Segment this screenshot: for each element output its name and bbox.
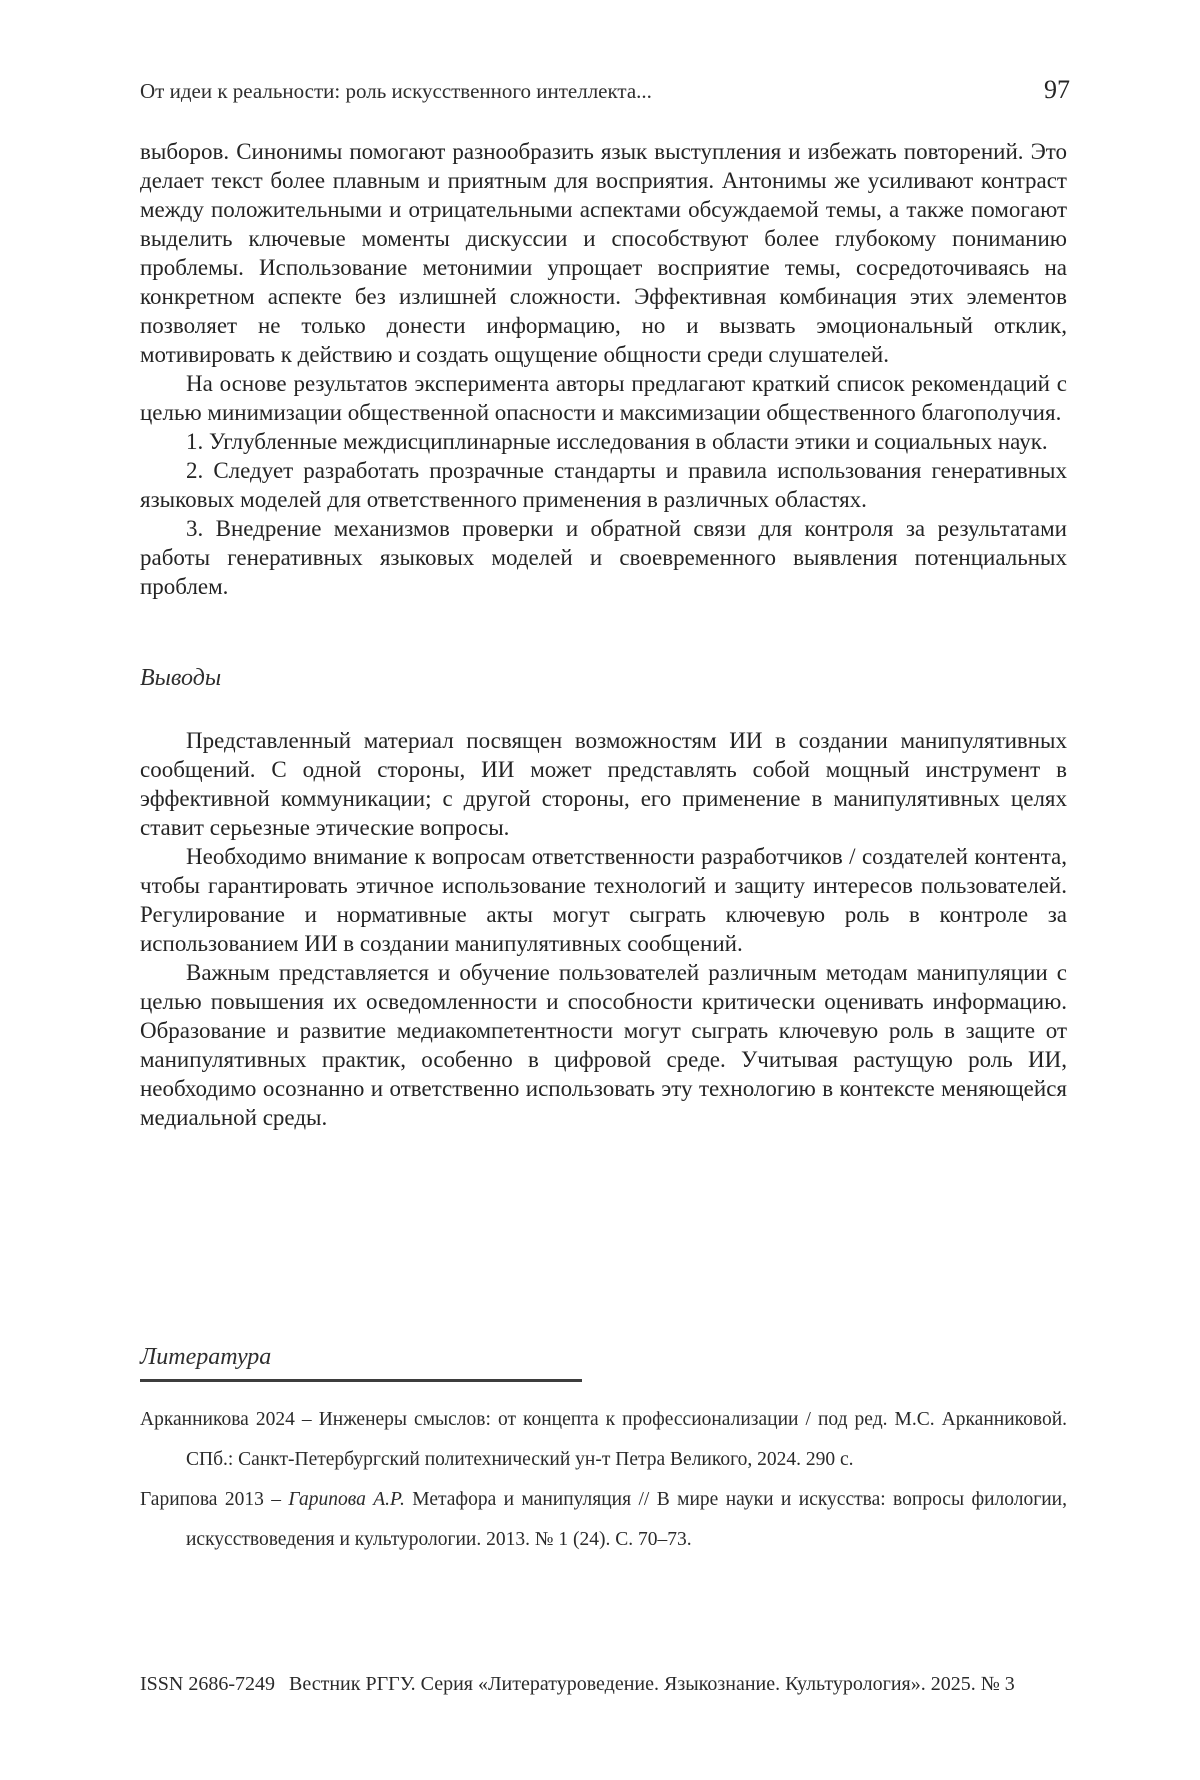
reference-item	[140, 1400, 1067, 1480]
article-body	[140, 137, 1067, 1560]
references-heading: Литература	[140, 1344, 272, 1370]
paragraph-continuation: выборов. Синонимы помогают разнообразить язык выступления и избежать повторений. Это делает текст более плавным и приятным для восприятия. Антонимы же усиливают контраст между положительными и отрицательными аспектами обсуждаемой темы, а также помогают выделить ключевые моменты дискуссии и способствуют более глубокому пониманию проблемы. Использование метонимии упрощает восприятие темы, сосредоточиваясь на конкретном аспекте без излишней сложности. Эффективная комбинация этих элементов позволяет не только донести информацию, но и вызвать эмоциональный отклик, мотивировать к действию и создать ощущение общности среди слушателей.	[140, 139, 1067, 367]
conclusions-paragraph: Представленный материал посвящен возможностям ИИ в создании манипулятивных сообщений. С одной стороны, ИИ может представлять собой мощный инструмент в эффективной коммуникации; с другой стороны, его применение в манипулятивных целях ставит серьезные этические вопросы.	[140, 728, 1067, 840]
paragraph: На основе результатов эксперимента авторы предлагают краткий список рекомендаций с целью минимизации общественной опасности и максимизации общественного благополучия.	[140, 371, 1067, 425]
page-number: 97	[1044, 75, 1070, 104]
reference-label: Гарипова 2013 –	[140, 1489, 289, 1510]
journal-footer	[140, 1672, 1080, 1696]
issn-number: ISSN 2686-7249	[140, 1673, 276, 1695]
recommendation-item-3: 3. Внедрение механизмов проверки и обратной связи для контроля за результатами работы генеративных языковых моделей и своевременного выявления потенциальных проблем.	[140, 516, 1067, 599]
references-rule	[140, 1379, 582, 1382]
reference-label: Арканникова 2024 –	[140, 1409, 319, 1430]
conclusions-heading: Выводы	[140, 665, 222, 691]
conclusions-paragraph: Важным представляется и обучение пользователей различным методам манипуляции с целью повышения их осведомленности и способности критически оценивать информацию. Образование и развитие медиакомпетентности могут сыграть ключевую роль в защите от манипулятивных практик, особенно в цифровой среде. Учитывая растущую роль ИИ, необходимо осознанно и ответственно использовать эту технологию в контексте меняющейся медиальной среды.	[140, 960, 1067, 1130]
reference-text: Инженеры смыслов: от концепта к профессионализации / под ред. М.С. Арканниковой. СПб.: Санкт-Петербургский политехнический ун-т Петра Великого, 2024. 290 с.	[186, 1409, 1068, 1470]
reference-text: Метафора и манипуляция // В мире науки и искусства: вопросы филологии, искусствоведения и культурологии. 2013. № 1 (24). С. 70–73.	[186, 1489, 1067, 1550]
running-header	[140, 75, 1070, 104]
recommendation-item-1: 1. Углубленные междисциплинарные исследования в области этики и социальных наук.	[186, 429, 1048, 454]
reference-item	[140, 1480, 1067, 1560]
conclusions-paragraph: Необходимо внимание к вопросам ответственности разработчиков / создателей контента, чтобы гарантировать этичное использование технологий и защиту интересов пользователей. Регулирование и нормативные акты могут сыграть ключевую роль в контроле за использованием ИИ в создании манипулятивных сообщений.	[140, 844, 1067, 956]
reference-author-italic: Гарипова А.Р.	[288, 1489, 405, 1510]
recommendation-item-2: 2. Следует разработать прозрачные стандарты и правила использования генеративных языковых моделей для ответственного применения в различных областях.	[140, 458, 1067, 512]
journal-title-line: Вестник РГГУ. Серия «Литературоведение. Языкознание. Культурология». 2025. № 3	[289, 1673, 1015, 1695]
running-title: От идеи к реальности: роль искусственного интеллекта...	[140, 79, 652, 103]
